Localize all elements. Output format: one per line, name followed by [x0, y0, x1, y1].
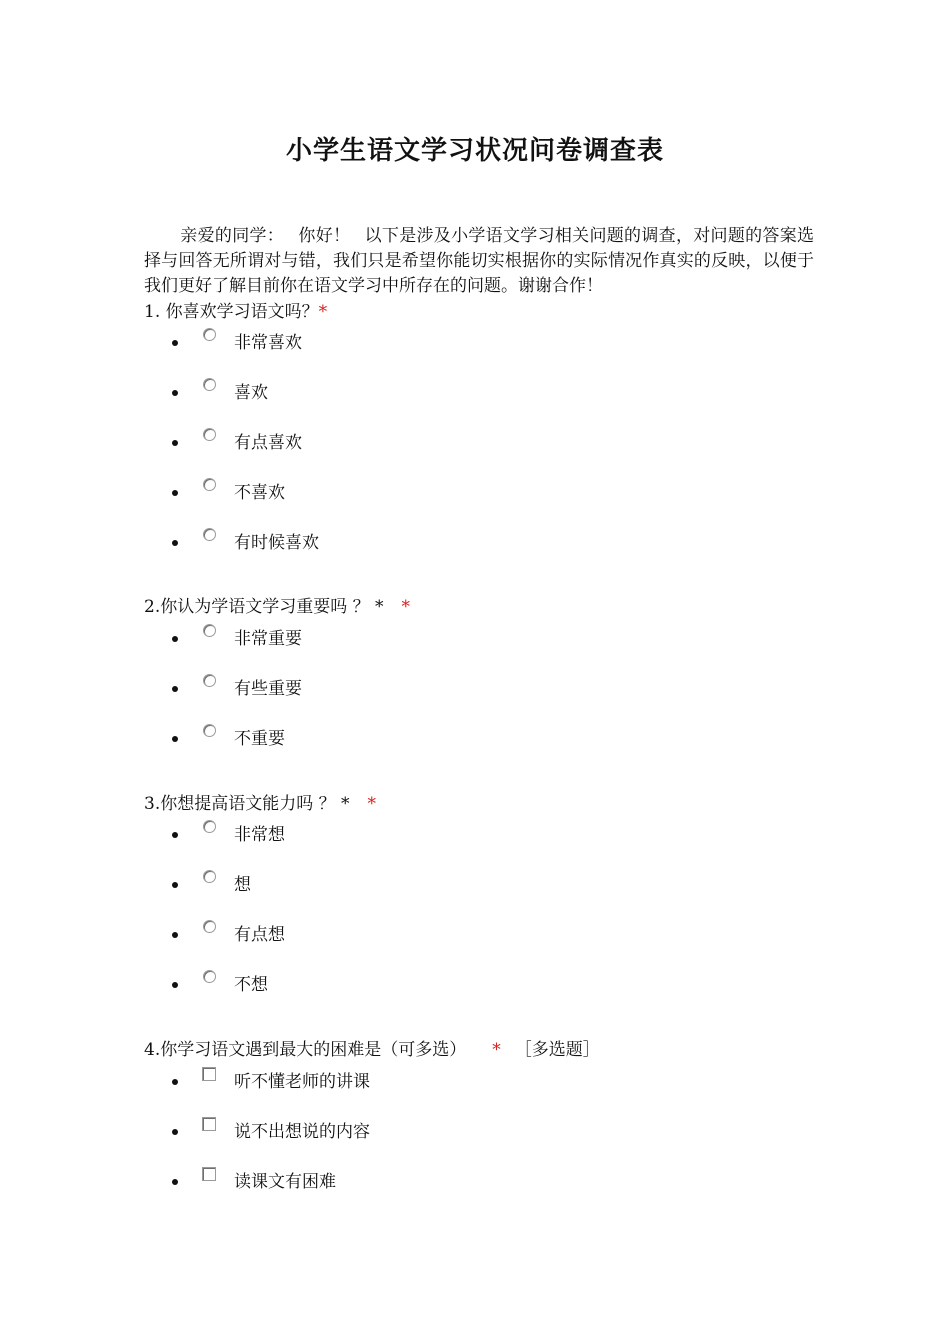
bullet-icon: [172, 832, 178, 838]
radio-button[interactable]: [203, 624, 216, 637]
question-type-tag: ［多选题］: [514, 1040, 600, 1060]
required-mark: *: [367, 794, 377, 814]
option-label: 听不懂老师的讲课: [234, 1072, 370, 1092]
bullet-icon: [172, 736, 178, 742]
option-label: 喜欢: [234, 383, 268, 403]
question-3-title: [144, 793, 376, 815]
radio-button[interactable]: [203, 428, 216, 441]
bullet-icon: [172, 1079, 178, 1085]
radio-button[interactable]: [203, 378, 216, 391]
question-text: 3.你想提高语文能力吗 ？ *: [144, 794, 350, 814]
bullet-icon: [172, 882, 178, 888]
radio-button[interactable]: [203, 970, 216, 983]
bullet-icon: [172, 440, 178, 446]
checkbox[interactable]: [202, 1117, 216, 1131]
bullet-icon: [172, 1179, 178, 1185]
bullet-icon: [172, 686, 178, 692]
question-text: 2.你认为学语文学习重要吗 ？ *: [144, 597, 384, 617]
bullet-icon: [172, 340, 178, 346]
option-label: 有点喜欢: [234, 433, 302, 453]
radio-button[interactable]: [203, 328, 216, 341]
question-text: 4.你学习语文遇到最大的困难是（可多选）: [144, 1040, 467, 1060]
intro-hello: 你好！: [298, 226, 351, 246]
option-label: 有点想: [234, 925, 285, 945]
radio-button[interactable]: [203, 724, 216, 737]
required-mark: *: [401, 597, 411, 617]
radio-button[interactable]: [203, 870, 216, 883]
bullet-icon: [172, 390, 178, 396]
question-4-title: [144, 1039, 600, 1061]
question-text: 1. 你喜欢学习语文吗？: [144, 302, 319, 322]
intro-greeting: 亲爱的同学：: [180, 226, 285, 246]
bullet-icon: [172, 982, 178, 988]
radio-button[interactable]: [203, 528, 216, 541]
intro-body: 以下是涉及小学语文学习相关问题的调查，对问题的答案选择与回答无所谓对与错，我们只是希望你能切实根据你的实际情况作真实的反映，以便于我们更好了解目前你在语文学习中所存在的问题。谢谢合作！: [144, 226, 815, 296]
bullet-icon: [172, 1129, 178, 1135]
bullet-icon: [172, 540, 178, 546]
intro-paragraph: [144, 224, 814, 299]
question-2-title: [144, 596, 410, 618]
option-label: 有时候喜欢: [234, 533, 319, 553]
radio-button[interactable]: [203, 674, 216, 687]
option-label: 不喜欢: [234, 483, 285, 503]
option-label: 读课文有困难: [234, 1172, 336, 1192]
option-label: 有些重要: [234, 679, 302, 699]
page-title: 小学生语文学习状况问卷调查表: [285, 136, 664, 166]
question-1-title: [144, 301, 327, 323]
option-label: 非常喜欢: [234, 333, 302, 353]
checkbox[interactable]: [202, 1067, 216, 1081]
option-label: 非常想: [234, 825, 285, 845]
checkbox[interactable]: [202, 1167, 216, 1181]
bullet-icon: [172, 636, 178, 642]
bullet-icon: [172, 490, 178, 496]
option-label: 不重要: [234, 729, 285, 749]
option-label: 不想: [234, 975, 268, 995]
radio-button[interactable]: [203, 820, 216, 833]
required-mark: *: [492, 1040, 501, 1060]
radio-button[interactable]: [203, 920, 216, 933]
option-label: 想: [234, 875, 251, 895]
required-mark: *: [318, 302, 328, 322]
option-label: 说不出想说的内容: [234, 1122, 370, 1142]
radio-button[interactable]: [203, 478, 216, 491]
bullet-icon: [172, 932, 178, 938]
option-label: 非常重要: [234, 629, 302, 649]
